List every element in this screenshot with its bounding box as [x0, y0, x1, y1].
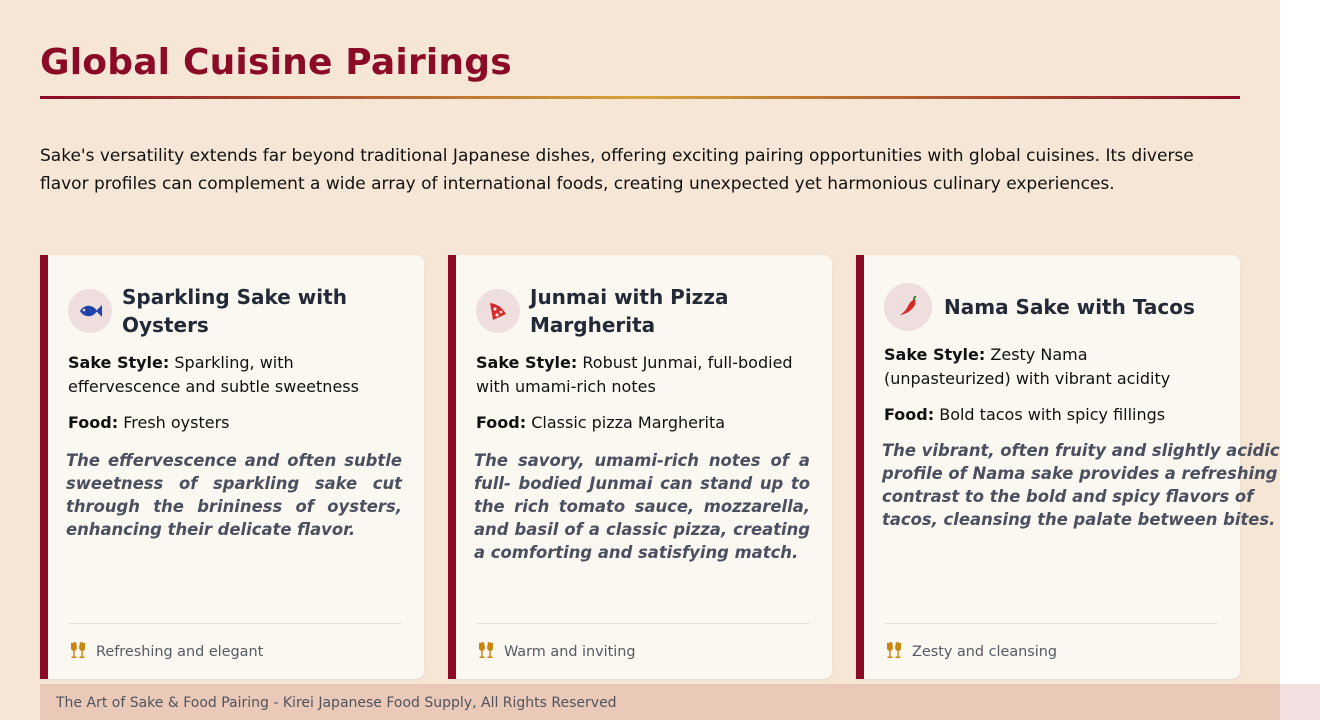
icon-badge [476, 289, 520, 333]
footer-text: The Art of Sake & Food Pairing - Kirei Japanese Food Supply, All Rights Reserved [56, 695, 617, 711]
card-footer [68, 623, 402, 680]
card-body [882, 343, 1280, 531]
card-header [68, 283, 408, 339]
title-underline [40, 96, 1240, 99]
card-body [476, 351, 810, 564]
card-footer-text: Refreshing and elegant [96, 644, 264, 660]
card-title: Nama Sake with Tacos [944, 295, 1195, 319]
footer-edge [1280, 684, 1320, 720]
pairing-card-oysters [40, 255, 424, 679]
card-footer [884, 623, 1218, 680]
food-value: Fresh oysters [123, 413, 230, 432]
cheers-glasses-icon [68, 641, 88, 663]
food-label: Food: [884, 405, 935, 424]
card-body [68, 351, 402, 541]
sake-style-label: Sake Style: [476, 353, 578, 372]
page-title: Global Cuisine Pairings [40, 42, 512, 83]
cheers-glasses-icon [476, 641, 496, 663]
pairing-description: The vibrant, often fruity and slightly acidic profile of Nama sake provides a refreshing contrast to the bold and spicy flavors of tacos, cleansing the palate between bites. [882, 441, 1280, 529]
card-header [476, 283, 816, 339]
food-label: Food: [476, 413, 527, 432]
page-footer [40, 684, 1320, 720]
card-header [884, 283, 1224, 331]
sake-style-value: Robust Junmai, full-bodied with umami-rich notes [476, 353, 793, 396]
food-value: Bold tacos with spicy fillings [939, 405, 1166, 424]
food-field [68, 411, 402, 435]
pairing-description: The effervescence and often subtle sweetness of sparkling sake cut through the brininess of oysters, enhancing their delicate flavor. [66, 451, 402, 539]
food-label: Food: [68, 413, 119, 432]
card-title: Sparkling Sake with Oysters [122, 285, 347, 337]
pairing-card-pizza [448, 255, 832, 679]
card-title: Junmai with Pizza Margherita [530, 285, 729, 337]
card-footer-text: Zesty and cleansing [912, 644, 1058, 660]
card-footer [476, 623, 810, 680]
fish-icon [78, 303, 102, 319]
food-field [476, 411, 810, 435]
sake-style-field [884, 343, 1218, 391]
cheers-glasses-icon [884, 641, 904, 663]
icon-badge [68, 289, 112, 333]
pizza-slice-icon [488, 301, 508, 321]
pairing-card-tacos [856, 255, 1280, 679]
sake-style-value: Sparkling, with effervescence and subtle sweetness [68, 353, 359, 396]
sake-style-field [68, 351, 402, 399]
icon-badge [884, 283, 932, 331]
sake-style-value: Zesty Nama (unpasteurized) with vibrant acidity [884, 345, 1171, 388]
pepper-icon [897, 296, 919, 318]
sake-style-label: Sake Style: [884, 345, 986, 364]
intro-paragraph: Sake's versatility extends far beyond traditional Japanese dishes, offering exciting pairing opportunities with global cuisines. Its diverse flavor profiles can complement a wide array of international foods, creating unexpected yet harmonious culinary experiences. [40, 146, 1194, 194]
sake-style-label: Sake Style: [68, 353, 170, 372]
food-value: Classic pizza Margherita [531, 413, 726, 432]
sake-style-field [476, 351, 810, 399]
food-field [884, 403, 1218, 427]
card-footer-text: Warm and inviting [504, 644, 636, 660]
pairing-description: The savory, umami-rich notes of a full- bodied Junmai can stand up to the rich tomato sauce, mozzarella, and basil of a classic pizza, creating a comforting and satisfying match. [474, 451, 810, 562]
